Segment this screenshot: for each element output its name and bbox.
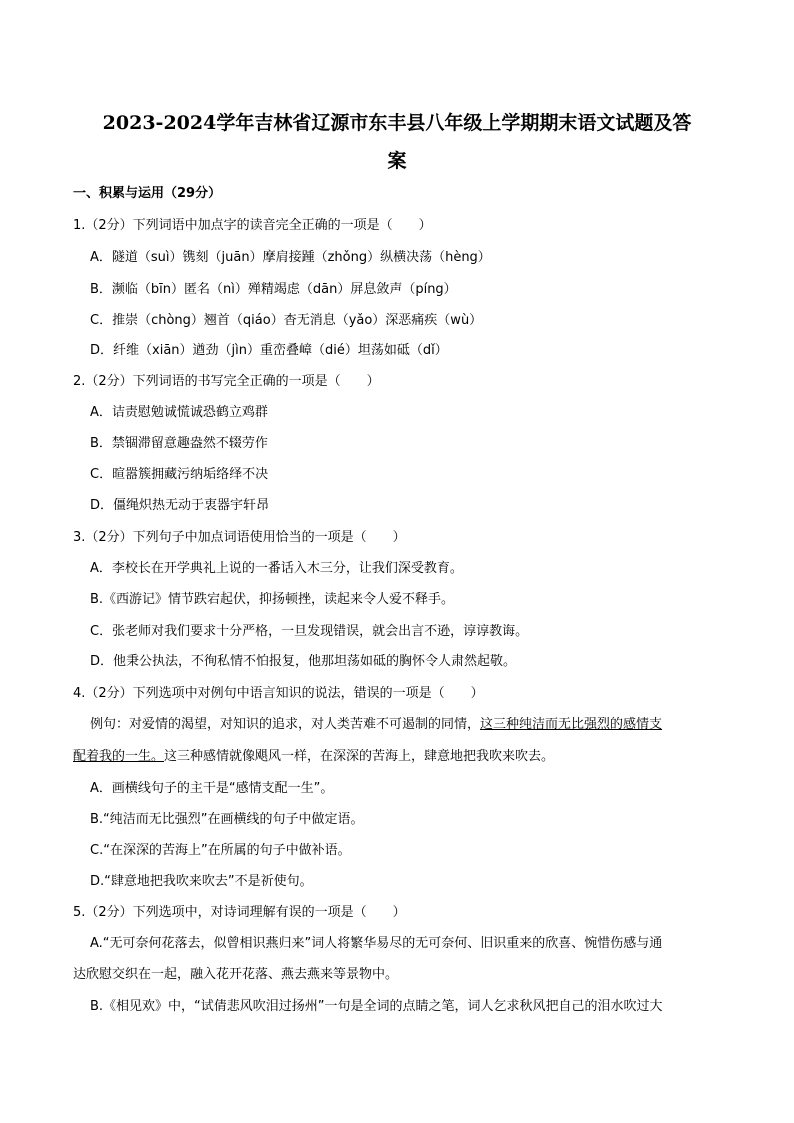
q1-option-c: C．推崇（chòng）翘首（qiáo）杳无消息（yǎo）深恶痛疾（wù） bbox=[90, 313, 483, 328]
q4-example-cont bbox=[73, 749, 554, 765]
doc-title-cont: 案 bbox=[387, 150, 407, 172]
q2-option-d: D．僵绳炽热无动于衷器宇轩昂 bbox=[90, 498, 270, 513]
question-1: 1.（2分）下列词语中加点字的读音完全正确的一项是（ ） bbox=[73, 218, 432, 233]
question-3: 3.（2分）下列句子中加点词语使用恰当的一项是（ ） bbox=[73, 530, 406, 545]
q5-option-b: B.《相见欢》中，“试倩悲风吹泪过扬州”一句是全词的点睛之笔，词人乞求秋风把自己的泪水吹过大 bbox=[90, 999, 663, 1014]
question-4: 4.（2分）下列选项中对例句中语言知识的说法，错误的一项是（ ） bbox=[73, 686, 484, 701]
q1-option-d: D．纤维（xiān）遒劲（jìn）重峦叠嶂（dié）坦荡如砥（dǐ） bbox=[90, 343, 448, 358]
q4-option-d: D.“肆意地把我吹来吹去”不是祈使句。 bbox=[90, 874, 313, 889]
q3-option-b: B.《西游记》情节跌宕起伏，抑扬顿挫，读起来令人爱不释手。 bbox=[90, 592, 455, 607]
example-text-cont: 这三种感情就像飓风一样，在深深的苦海上，肆意地把我吹来吹去。 bbox=[164, 749, 555, 764]
section-heading: 一、积累与运用（29分） bbox=[73, 186, 222, 201]
q2-option-c: C．暄嚣簇拥藏污纳垢络绎不决 bbox=[90, 467, 269, 482]
underlined-sentence: 这三种纯洁而无比强烈的感情支 bbox=[480, 717, 663, 732]
q4-option-a: A．画横线句子的主干是“感情支配一生”。 bbox=[90, 781, 334, 796]
q1-option-b: B．濒临（bīn）匿名（nì）殚精竭虑（dān）屏息敛声（píng） bbox=[90, 282, 457, 297]
question-2: 2.（2分）下列词语的书写完全正确的一项是（ ） bbox=[73, 374, 380, 389]
doc-title: 2023-2024学年吉林省辽源市东丰县八年级上学期期末语文试题及答 bbox=[102, 112, 692, 134]
example-text: 例句：对爱情的渴望，对知识的追求，对人类苦难不可遏制的同情， bbox=[90, 717, 481, 732]
q3-option-a: A．李校长在开学典礼上说的一番话入木三分，让我们深受教育。 bbox=[90, 561, 463, 576]
question-5: 5.（2分）下列选项中，对诗词理解有误的一项是（ ） bbox=[73, 905, 406, 920]
q4-option-c: C.“在深深的苦海上”在所属的句子中做补语。 bbox=[90, 843, 351, 858]
q5-option-a-cont: 达欣慰交织在一起，融入花开花落、燕去燕来等景物中。 bbox=[73, 967, 399, 982]
q2-option-b: B．禁锢滞留意趣盎然不辍劳作 bbox=[90, 436, 268, 451]
q1-option-a: A．隧道（suì）镌刻（juān）摩肩接踵（zhǒng）纵横决荡（hèng） bbox=[90, 250, 491, 265]
q4-example bbox=[90, 717, 662, 733]
q3-option-c: C．张老师对我们要求十分严格，一旦发现错误，就会出言不逊，谆谆教诲。 bbox=[90, 624, 529, 639]
q2-option-a: A．诘责慰勉诚慌诚恐鹤立鸡群 bbox=[90, 405, 268, 420]
q4-option-b: B.“纯洁而无比强烈”在画横线的句子中做定语。 bbox=[90, 812, 364, 827]
underlined-sentence-cont: 配着我的一生。 bbox=[73, 749, 165, 764]
q3-option-d: D．他秉公执法，不徇私情不怕报复，他那坦荡如砥的胸怀令人肃然起敬。 bbox=[90, 654, 517, 669]
q5-option-a: A.“无可奈何花落去，似曾相识燕归来”词人将繁华易尽的无可奈何、旧识重来的欣喜、惋惜伤感与通 bbox=[90, 936, 663, 951]
